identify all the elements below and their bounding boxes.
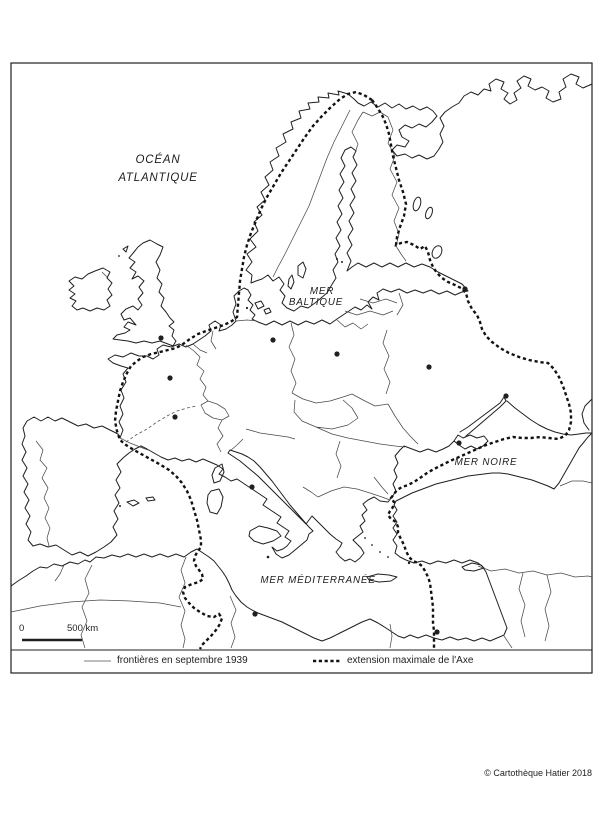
scale-end-label: 500 km	[67, 623, 99, 634]
city-dot	[462, 286, 467, 291]
demarcation-line-france	[126, 406, 196, 442]
island-oland	[288, 275, 294, 289]
island-corsica	[212, 464, 224, 483]
axis-extension-east	[372, 100, 571, 649]
city-dot	[426, 364, 431, 369]
legend-frontier-label: frontières en septembre 1939	[117, 655, 248, 666]
city-dot	[252, 611, 257, 616]
city-dot	[249, 484, 254, 489]
island-gotland	[298, 262, 306, 278]
island-hebrides	[123, 246, 128, 252]
island-minorca	[146, 497, 155, 501]
label-mer-mediterranee: MER MÉDITERRANÉE	[260, 575, 376, 586]
credit-text: © Cartothèque Hatier 2018	[484, 768, 592, 778]
label-ocean-atlantique-line1: OCÉAN	[135, 154, 181, 166]
island-sicily	[249, 526, 281, 544]
coastline-great-britain	[113, 240, 176, 346]
lake-ladoga	[430, 244, 444, 260]
lake-karelia-1	[412, 196, 422, 211]
label-mer-baltique-line1: MER	[309, 286, 335, 297]
coastline-mediterranean-europe	[88, 435, 488, 562]
label-mer-noire: MER NOIRE	[454, 457, 518, 468]
legend-axis-label: extension maximale de l'Axe	[347, 655, 474, 666]
island-funen	[264, 308, 271, 314]
island-zealand	[255, 301, 264, 309]
city-dot	[434, 629, 439, 634]
lake-karelia-2	[424, 206, 434, 219]
island-sardinia	[207, 489, 223, 514]
scale-start-label: 0	[19, 623, 25, 634]
city-dot	[172, 414, 177, 419]
coastline-azov	[460, 397, 506, 436]
city-dot	[158, 335, 163, 340]
island-majorca	[127, 500, 139, 506]
city-dot	[167, 375, 172, 380]
label-mer-baltique-line2: BALTIQUE	[288, 297, 344, 308]
country-borders	[11, 110, 592, 648]
city-dot	[503, 393, 508, 398]
coastline-europe	[22, 74, 592, 556]
label-ocean-atlantique-line2: ATLANTIQUE	[118, 172, 198, 184]
city-dot	[334, 351, 339, 356]
city-dot	[456, 440, 461, 445]
coastline-caspian-edge	[582, 399, 592, 430]
coastline-kuban	[507, 401, 592, 435]
coastline-ireland	[69, 268, 112, 311]
city-dot	[270, 337, 275, 342]
small-islands	[118, 255, 410, 564]
